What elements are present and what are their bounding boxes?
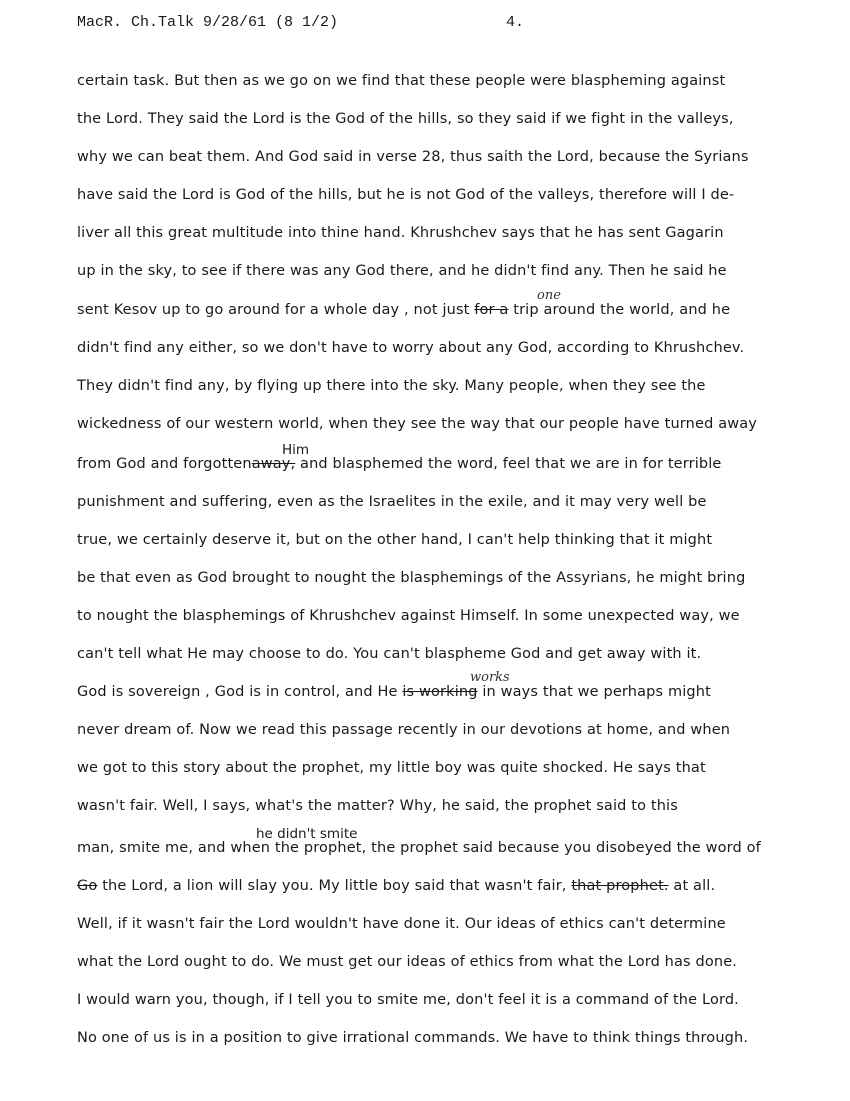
text-line-11-rest: and blasphemed the word, feel that we are in for terrible — [295, 456, 722, 472]
handwritten-insert-one: one — [537, 288, 561, 303]
text-line-1: certain task. But then as we go on we find that these people were blaspheming against — [77, 73, 726, 89]
text-line-17 — [77, 684, 711, 700]
text-line-13: true, we certainly deserve it, but on the other hand, I can't help thinking that it might — [77, 532, 713, 548]
text-line-26: No one of us is in a position to give irrational commands. We have to think things through. — [77, 1030, 749, 1046]
text-line-25: I would warn you, though, if I tell you to smite me, don't feel it is a command of the Lord. — [77, 992, 739, 1008]
text-line-21: man, smite me, and when the prophet, the prophet said because you disobeyed the word of — [77, 840, 761, 856]
text-line-2: the Lord. They said the Lord is the God of the hills, so they said if we fight in the valleys, — [77, 111, 734, 127]
text-line-12: punishment and suffering, even as the Israelites in the exile, and it may very well be — [77, 494, 707, 510]
text-line-4: have said the Lord is God of the hills, but he is not God of the valleys, therefore will I de- — [77, 187, 735, 203]
typed-insert-him: Him — [282, 442, 310, 458]
text-line-7-main: sent Kesov up to go around for a whole day , not just — [77, 302, 470, 318]
typed-insert-he-didnt-smite: he didn't smite — [256, 826, 358, 842]
text-line-15: to nought the blasphemings of Khrushchev against Himself. In some unexpected way, we — [77, 608, 740, 624]
text-line-5: liver all this great multitude into thine hand. Khrushchev says that he has sent Gagarin — [77, 225, 724, 241]
text-line-18: never dream of. Now we read this passage recently in our devotions at home, and when — [77, 722, 731, 738]
text-line-8: didn't find any either, so we don't have to worry about any God, according to Khrushchev. — [77, 340, 745, 356]
text-line-10: wickedness of our western world, when they see the way that our people have turned away — [77, 416, 757, 432]
handwritten-insert-works: works — [470, 670, 510, 685]
text-line-24: what the Lord ought to do. We must get our ideas of ethics from what the Lord has done. — [77, 954, 738, 970]
text-line-14: be that even as God brought to nought the blasphemings of the Assyrians, he might bring — [77, 570, 746, 586]
text-line-23: Well, if it wasn't fair the Lord wouldn't have done it. Our ideas of ethics can't determine — [77, 916, 726, 932]
text-line-22 — [77, 878, 715, 894]
page-header: MacR. Ch.Talk 9/28/61 (8 1/2) — [77, 14, 339, 31]
text-line-7 — [77, 302, 730, 318]
struck-text-is-working: is working — [402, 684, 478, 700]
text-line-11 — [77, 456, 722, 472]
struck-text-away: away, — [251, 456, 296, 472]
text-line-3: why we can beat them. And God said in verse 28, thus saith the Lord, because the Syrians — [77, 149, 749, 165]
text-line-11-main: from God and forgotten — [77, 456, 252, 472]
text-line-17-main: God is sovereign , God is in control, and He — [77, 684, 398, 700]
struck-text-that-prophet: that prophet. — [571, 878, 669, 894]
text-line-22-main: the Lord, a lion will slay you. My little boy said that wasn't fair, — [102, 878, 567, 894]
text-line-22-rest: at all. — [668, 878, 716, 894]
text-line-19: we got to this story about the prophet, my little boy was quite shocked. He says that — [77, 760, 706, 776]
struck-text-go: Go — [77, 878, 98, 894]
text-line-20: wasn't fair. Well, I says, what's the matter? Why, he said, the prophet said to this — [77, 798, 678, 814]
text-line-16: can't tell what He may choose to do. You can't blaspheme God and get away with it. — [77, 646, 702, 662]
text-line-7-rest: trip around the world, and he — [508, 302, 731, 318]
text-line-6: up in the sky, to see if there was any God there, and he didn't find any. Then he said he — [77, 263, 727, 279]
text-line-17-rest: in ways that we perhaps might — [477, 684, 711, 700]
struck-text-for-a: for a — [474, 302, 509, 318]
page-number: 4. — [506, 14, 525, 31]
text-line-9: They didn't find any, by flying up there into the sky. Many people, when they see the — [77, 378, 706, 394]
